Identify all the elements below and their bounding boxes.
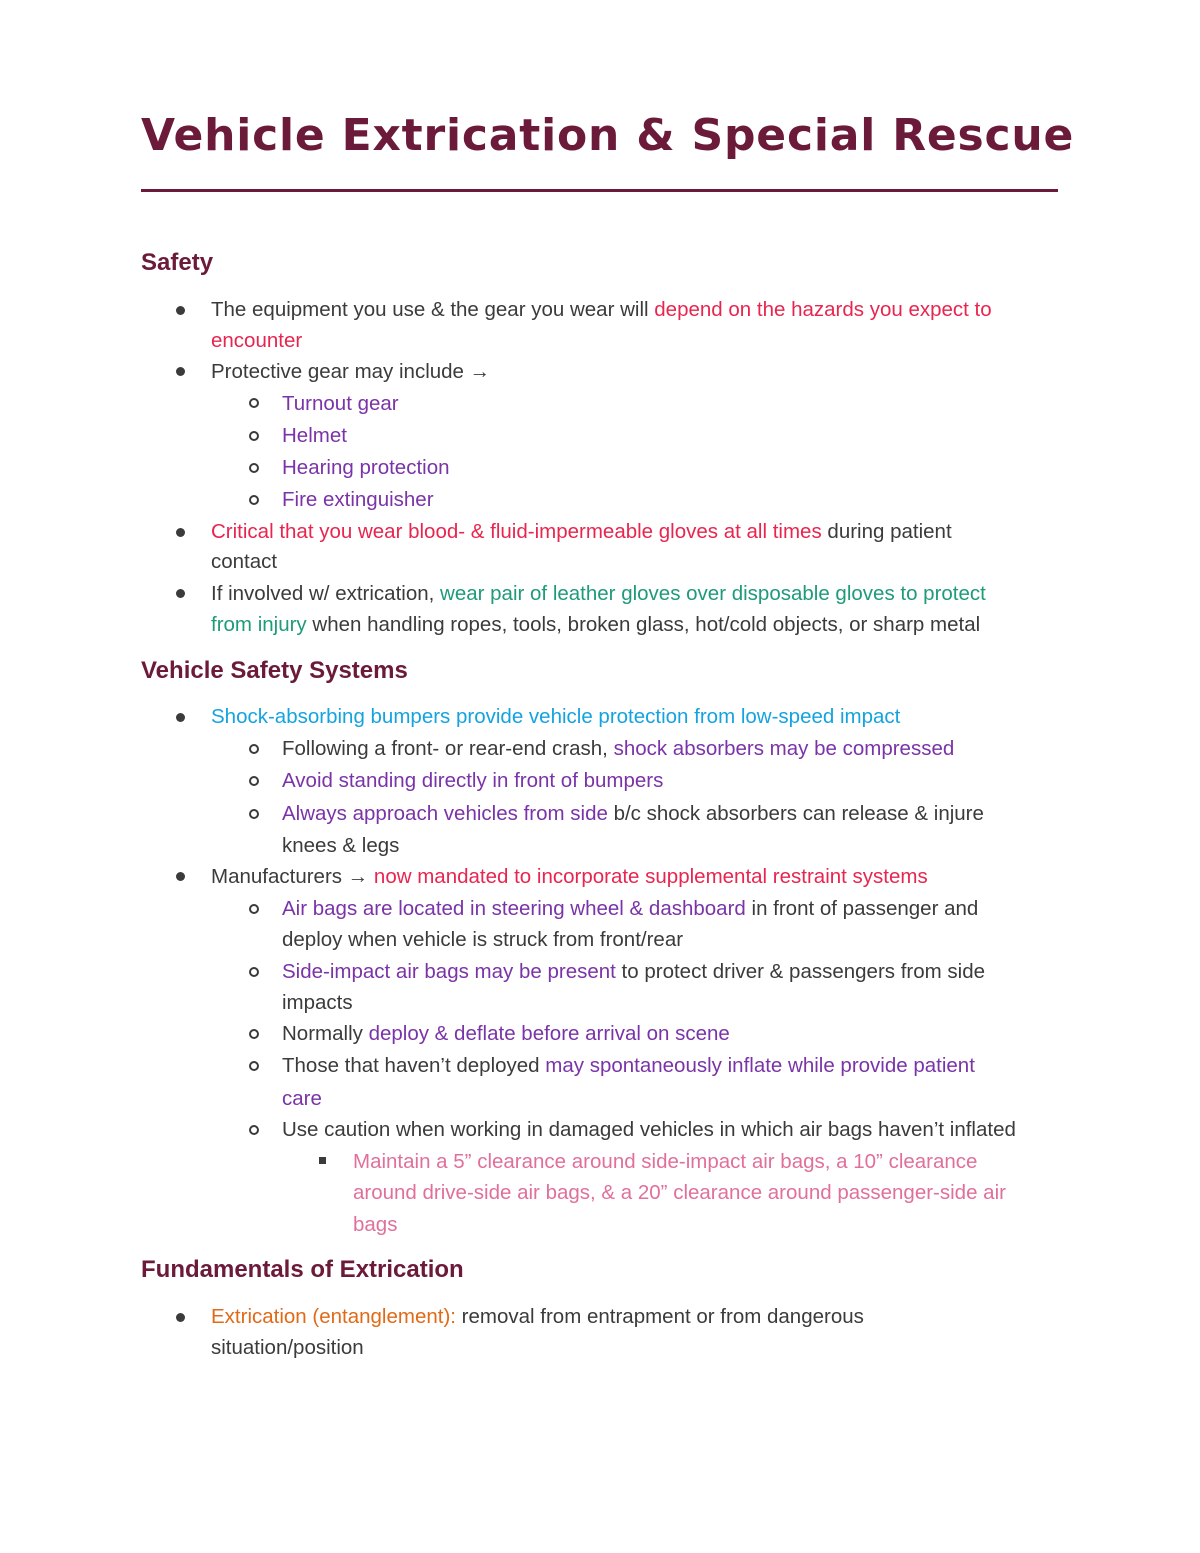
airbag-sub-3 [282, 1022, 730, 1046]
bullet-circle [249, 398, 259, 408]
bullet-circle [249, 809, 259, 819]
bullet-square [319, 1157, 326, 1164]
safety-bullet-1-line-2: encounter [211, 329, 303, 352]
text: to protect driver & passengers from side [615, 960, 986, 983]
highlight-text: shock absorbers may be compressed [613, 737, 955, 760]
safety-bullet-1-line-1 [211, 298, 992, 322]
fundamentals-bullet-1-line-1 [211, 1305, 864, 1329]
gear-item: Turnout gear [282, 392, 399, 415]
vehicle-sub-2: Avoid standing directly in front of bumpers [282, 769, 664, 792]
bullet-circle [249, 431, 259, 441]
highlight-text: from injury [211, 613, 307, 636]
highlight-text: Extrication (entanglement): [211, 1305, 456, 1328]
highlight-text: Air bags are located in steering wheel & dashboard [282, 897, 746, 920]
bullet-circle [249, 776, 259, 786]
text: Following a front- or rear-end crash, [282, 737, 614, 760]
bullet-dot [176, 367, 185, 376]
text: removal from entrapment or from dangerous [455, 1305, 864, 1328]
bullet-circle [249, 495, 259, 505]
highlight-text: Always approach vehicles from side [282, 802, 608, 825]
clearance-line-1: Maintain a 5” clearance around side-impact air bags, a 10” clearance [353, 1150, 978, 1173]
arrow-icon: → [347, 865, 369, 888]
text: If involved w/ extrication, [211, 582, 441, 605]
safety-bullet-2 [211, 360, 490, 384]
airbag-sub-1-line-2: deploy when vehicle is struck from front/rear [282, 928, 684, 951]
heading-safety: Safety [141, 249, 214, 276]
heading-fundamentals-of-extrication: Fundamentals of Extrication [141, 1256, 464, 1283]
vehicle-bullet-1: Shock-absorbing bumpers provide vehicle protection from low-speed impact [211, 705, 901, 728]
airbag-sub-1-line-1 [282, 897, 978, 921]
bullet-dot [176, 1313, 185, 1322]
fundamentals-bullet-1-line-2: situation/position [211, 1336, 364, 1359]
text: Protective gear may include [211, 360, 470, 383]
document-title: Vehicle Extrication & Special Rescue [141, 110, 1075, 161]
clearance-line-2: around drive-side air bags, & a 20” clearance around passenger-side air [353, 1181, 1006, 1204]
vehicle-bullet-2 [211, 865, 928, 889]
heading-vehicle-safety-systems: Vehicle Safety Systems [141, 657, 408, 684]
airbag-sub-4-line-2: care [282, 1087, 322, 1110]
airbag-sub-4-line-1 [282, 1054, 975, 1078]
vehicle-sub-3-line-2: knees & legs [282, 834, 400, 857]
text: b/c shock absorbers can release & injure [607, 802, 984, 825]
bullet-dot [176, 872, 185, 881]
bullet-circle [249, 1029, 259, 1039]
safety-bullet-4-line-1 [211, 582, 986, 606]
highlight-text: wear pair of leather gloves over disposable gloves to protect [440, 582, 986, 605]
highlight-text: depend on the hazards you expect to [654, 298, 992, 321]
bullet-dot [176, 306, 185, 315]
title-underline [141, 189, 1058, 192]
arrow-icon: → [469, 360, 491, 383]
text: Normally [282, 1022, 369, 1045]
bullet-dot [176, 528, 185, 537]
safety-bullet-3-line-2: contact [211, 550, 278, 573]
bullet-circle [249, 1061, 259, 1071]
highlight-text: now mandated to incorporate supplemental restraint systems [368, 865, 928, 888]
airbag-sub-2-line-2: impacts [282, 991, 353, 1014]
safety-bullet-3-line-1 [211, 520, 952, 544]
airbag-sub-2-line-1 [282, 960, 985, 984]
bullet-circle [249, 463, 259, 473]
safety-bullet-4-line-2 [211, 613, 980, 637]
text: The equipment you use & the gear you wear will [211, 298, 655, 321]
airbag-sub-5: Use caution when working in damaged vehicles in which air bags haven’t inflated [282, 1118, 1016, 1141]
highlight-text: Critical that you wear blood- & fluid-impermeable gloves at all times [211, 520, 822, 543]
text: in front of passenger and [745, 897, 979, 920]
highlight-text: Side-impact air bags may be present [282, 960, 616, 983]
vehicle-sub-3-line-1 [282, 802, 984, 826]
highlight-text: deploy & deflate before arrival on scene [368, 1022, 730, 1045]
gear-item: Hearing protection [282, 456, 450, 479]
bullet-circle [249, 967, 259, 977]
highlight-text: may spontaneously inflate while provide patient [545, 1054, 975, 1077]
bullet-circle [249, 904, 259, 914]
bullet-dot [176, 713, 185, 722]
bullet-circle [249, 744, 259, 754]
text: Manufacturers [211, 865, 348, 888]
text: Those that haven’t deployed [282, 1054, 546, 1077]
clearance-line-3: bags [353, 1213, 398, 1236]
gear-item: Helmet [282, 424, 347, 447]
gear-item: Fire extinguisher [282, 488, 434, 511]
text: when handling ropes, tools, broken glass, hot/cold objects, or sharp metal [306, 613, 981, 636]
vehicle-sub-1 [282, 737, 954, 761]
bullet-dot [176, 589, 185, 598]
bullet-circle [249, 1125, 259, 1135]
text: during patient [821, 520, 952, 543]
